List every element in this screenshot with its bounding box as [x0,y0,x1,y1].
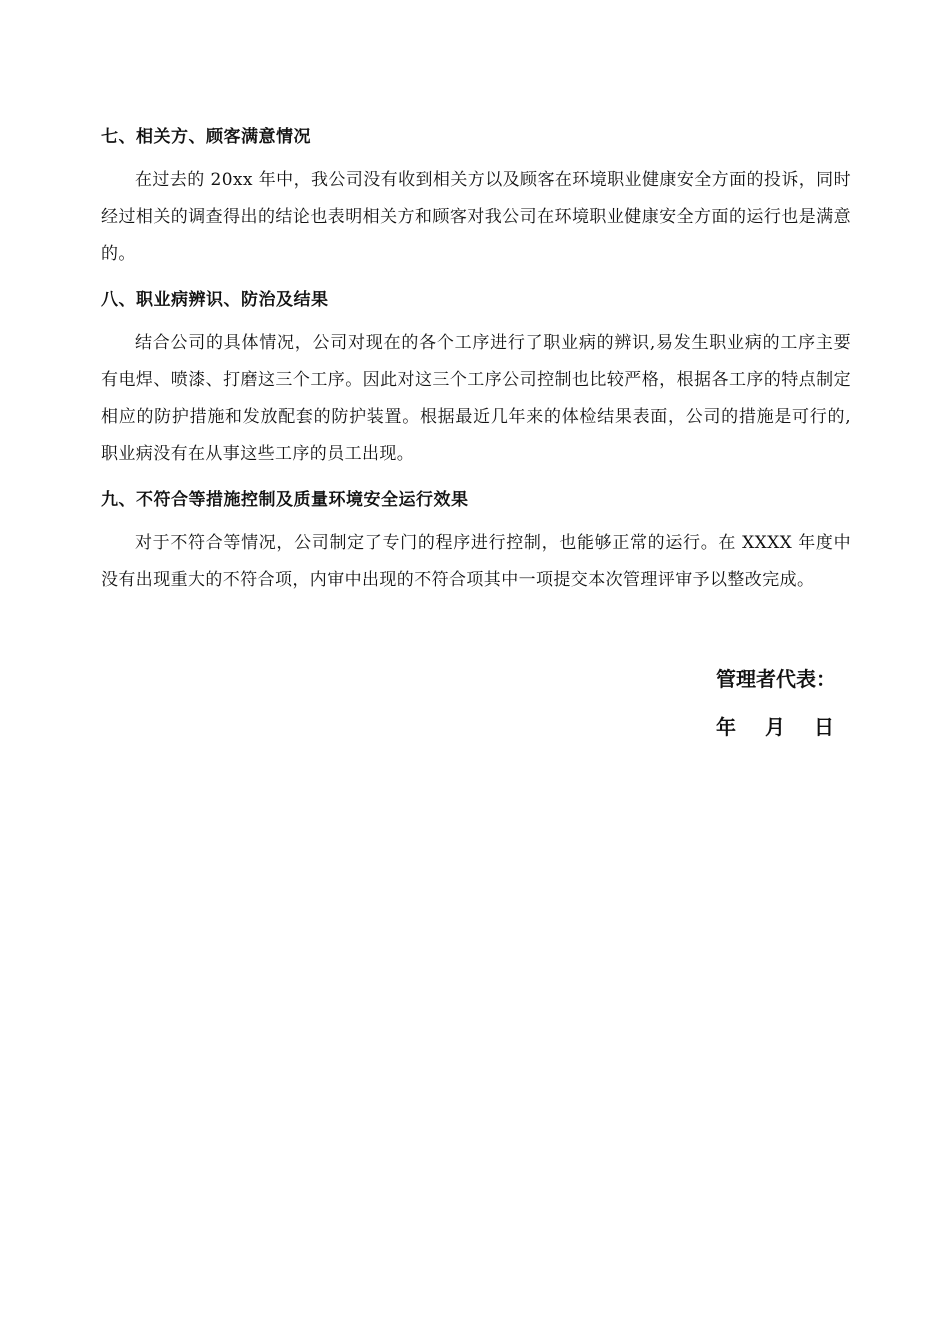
section-occupational-disease [101,287,851,473]
section-stakeholder-satisfaction [101,124,851,273]
section-nonconformity-control [101,487,851,599]
section-paragraph: 在过去的 20xx 年中，我公司没有收到相关方以及顾客在环境职业健康安全方面的投诉，同时经过相关的调查得出的结论也表明相关方和顾客对我公司在环境职业健康安全方面的运行也是满意的。 [101,170,851,264]
section-heading: 七、相关方、顾客满意情况 [101,127,311,147]
signature-date [716,712,836,742]
document-body [101,124,851,613]
date-year-label: 年 [716,715,736,739]
section-paragraph: 对于不符合等情况，公司制定了专门的程序进行控制，也能够正常的运行。在 XXXX 年度中没有出现重大的不符合项，内审中出现的不符合项其中一项提交本次管理评审予以整改完成。 [101,533,851,590]
date-day-label: 日 [813,715,834,739]
management-representative-label: 管理者代表： [716,667,836,691]
date-month-label: 月 [764,715,785,739]
section-paragraph: 结合公司的具体情况，公司对现在的各个工序进行了职业病的辨识,易发生职业病的工序主要有电焊、喷漆、打磨这三个工序。因此对这三个工序公司控制也比较严格，根据各工序的特点制定相应的防护措施和发放配套的防护装置。根据最近几年来的体检结果表面，公司的措施是可行的,职业病没有在从事这些工序的员工出现。 [101,333,851,464]
signature-block [716,664,836,742]
section-heading: 九、不符合等措施控制及质量环境安全运行效果 [101,490,469,510]
section-heading: 八、职业病辨识、防治及结果 [101,290,329,310]
